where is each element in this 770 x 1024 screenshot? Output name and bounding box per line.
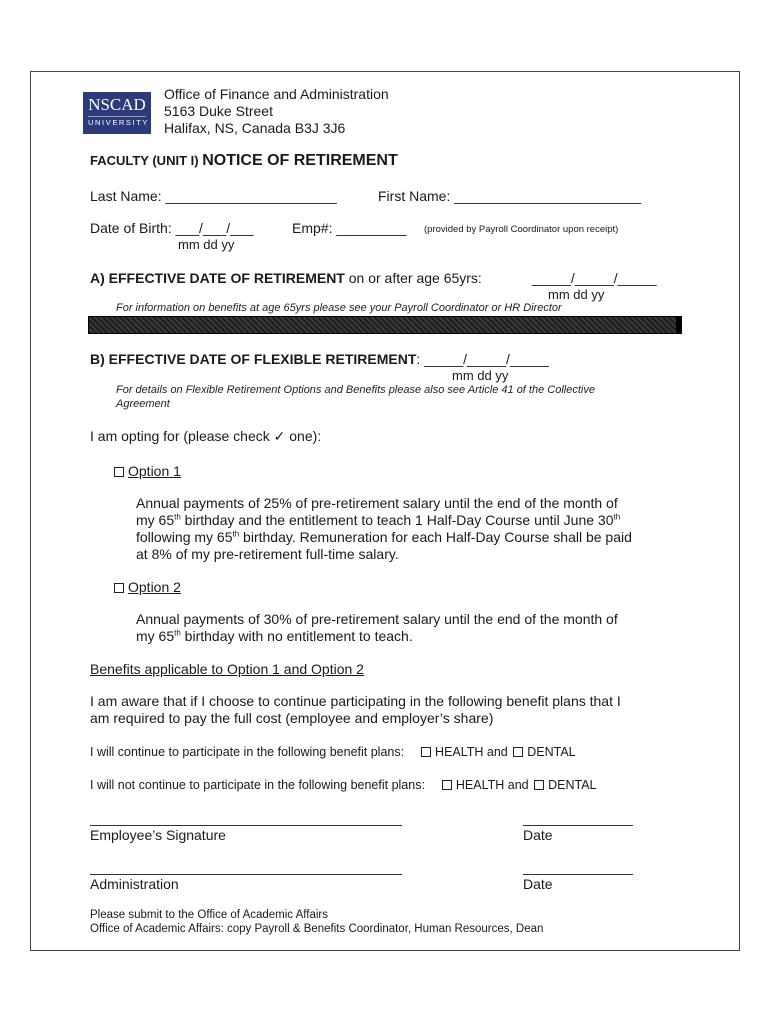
date-of-birth-field[interactable]: Date of Birth: ___/___/___ (90, 220, 254, 236)
option-1-line-3b: birthday. Remuneration for each Half-Day Course shall be paid (239, 529, 632, 545)
flexible-date-format: mm dd yy (452, 368, 509, 383)
option-1-line-2a: my 65 (136, 512, 175, 528)
section-a-note: For information on benefits at age 65yrs please see your Payroll Coordinator or HR Director (116, 302, 562, 314)
title-main: NOTICE OF RETIREMENT (202, 152, 398, 169)
continue-dental-checkbox[interactable] (513, 747, 523, 757)
emp-number-field[interactable]: Emp#: _________ (292, 220, 407, 236)
flexible-retirement-date-field[interactable]: : _____/_____/_____ (416, 351, 549, 367)
option-2-row[interactable] (114, 579, 181, 595)
footer-line-1: Please submit to the Office of Academic Affairs (90, 909, 329, 921)
option-2-label: Option 2 (128, 579, 181, 595)
continue-benefits-label: I will continue to participate in the following benefit plans: (90, 745, 405, 759)
option-1-line-2 (136, 512, 696, 529)
submission-footer (90, 908, 543, 936)
benefits-aware-line-2: am required to pay the full cost (employee and employer’s share) (90, 710, 494, 726)
section-divider-bar (88, 316, 682, 334)
section-b-note-2: Agreement (116, 398, 170, 410)
option-2-line-2 (136, 628, 696, 645)
option-2-description (136, 611, 696, 645)
option-1-sup-3: th (232, 529, 240, 539)
option-1-line-1: Annual payments of 25% of pre-retirement salary until the end of the month of (136, 495, 618, 511)
option-1-line-3a: following my 65 (136, 529, 233, 545)
option-2-sup: th (174, 628, 181, 638)
address-block (164, 86, 389, 137)
admin-date-label: Date (523, 876, 553, 892)
title-prefix: FACULTY (UNIT I) (90, 153, 203, 168)
continue-dental-label: DENTAL (527, 745, 576, 759)
option-1-line-4: at 8% of my pre-retirement full-time salary. (136, 546, 399, 562)
not-continue-health-checkbox[interactable] (442, 780, 452, 790)
address-line-3: Halifax, NS, Canada B3J 3J6 (164, 120, 346, 136)
not-continue-dental-label: DENTAL (548, 778, 597, 792)
not-continue-benefits-row (90, 778, 597, 792)
address-line-2: 5163 Duke Street (164, 103, 273, 119)
employee-date-label: Date (523, 827, 553, 843)
benefits-aware-text (90, 693, 690, 727)
option-2-checkbox[interactable] (114, 583, 124, 593)
retirement-date-field[interactable]: _____/_____/_____ (532, 270, 657, 286)
continue-health-checkbox[interactable] (421, 747, 431, 757)
option-1-line-2b: birthday and the entitlement to teach 1 Half-Day Course until June 30 (180, 512, 614, 528)
admin-date-line[interactable] (523, 874, 633, 875)
not-continue-health-label: HEALTH and (455, 778, 529, 792)
benefits-aware-line-1: I am aware that if I choose to continue participating in the following benefit plans that I (90, 693, 621, 709)
option-1-checkbox[interactable] (114, 467, 124, 477)
section-divider-shadow (676, 316, 682, 334)
employee-signature-label: Employee’s Signature (90, 827, 226, 843)
opting-instruction: I am opting for (please check ✓ one): (90, 428, 322, 444)
continue-health-label: HEALTH and (435, 745, 508, 759)
option-1-description (136, 495, 696, 563)
option-1-line-3 (136, 529, 696, 546)
section-b-heading (90, 351, 549, 367)
last-name-field[interactable]: Last Name: ______________________ (90, 188, 337, 204)
first-name-field[interactable]: First Name: ________________________ (378, 188, 642, 204)
section-a-label: A) EFFECTIVE DATE OF RETIREMENT (90, 270, 345, 286)
continue-benefits-row (90, 745, 576, 759)
section-b-note-1: For details on Flexible Retirement Options and Benefits please also see Article 41 of the Collective (116, 384, 595, 396)
employee-signature-line[interactable] (90, 825, 402, 826)
not-continue-dental-checkbox[interactable] (534, 780, 544, 790)
employee-date-line[interactable] (523, 825, 633, 826)
benefits-heading: Benefits applicable to Option 1 and Option 2 (90, 661, 364, 677)
option-1-row[interactable] (114, 463, 181, 479)
option-1-sup-1: th (174, 512, 181, 522)
logo-subtitle: UNIVERSITY (88, 118, 150, 127)
option-1-sup-2: th (613, 512, 621, 522)
logo-wordmark: NSCAD (88, 95, 146, 114)
section-a-heading (90, 270, 482, 286)
not-continue-benefits-label: I will not continue to participate in the following benefit plans: (90, 778, 425, 792)
option-2-line-1: Annual payments of 30% of pre-retirement salary until the end of the month of (136, 611, 618, 627)
dob-format-label: mm dd yy (178, 237, 235, 252)
footer-line-2: Office of Academic Affairs: copy Payroll & Benefits Coordinator, Human Resources, Dean (90, 923, 544, 935)
section-b-label: B) EFFECTIVE DATE OF FLEXIBLE RETIREMENT (90, 351, 417, 367)
option-2-line-2b: birthday with no entitlement to teach. (180, 628, 413, 644)
admin-signature-label: Administration (90, 876, 179, 892)
address-line-1: Office of Finance and Administration (164, 86, 389, 102)
nscad-logo (83, 92, 151, 134)
admin-signature-line[interactable] (90, 874, 402, 875)
option-1-label: Option 1 (128, 463, 181, 479)
retirement-date-format: mm dd yy (548, 287, 605, 302)
emp-number-note: (provided by Payroll Coordinator upon receipt) (424, 224, 619, 235)
form-title (90, 152, 398, 170)
option-2-line-2a: my 65 (136, 628, 175, 644)
section-a-rest: on or after age 65yrs: (344, 270, 482, 286)
